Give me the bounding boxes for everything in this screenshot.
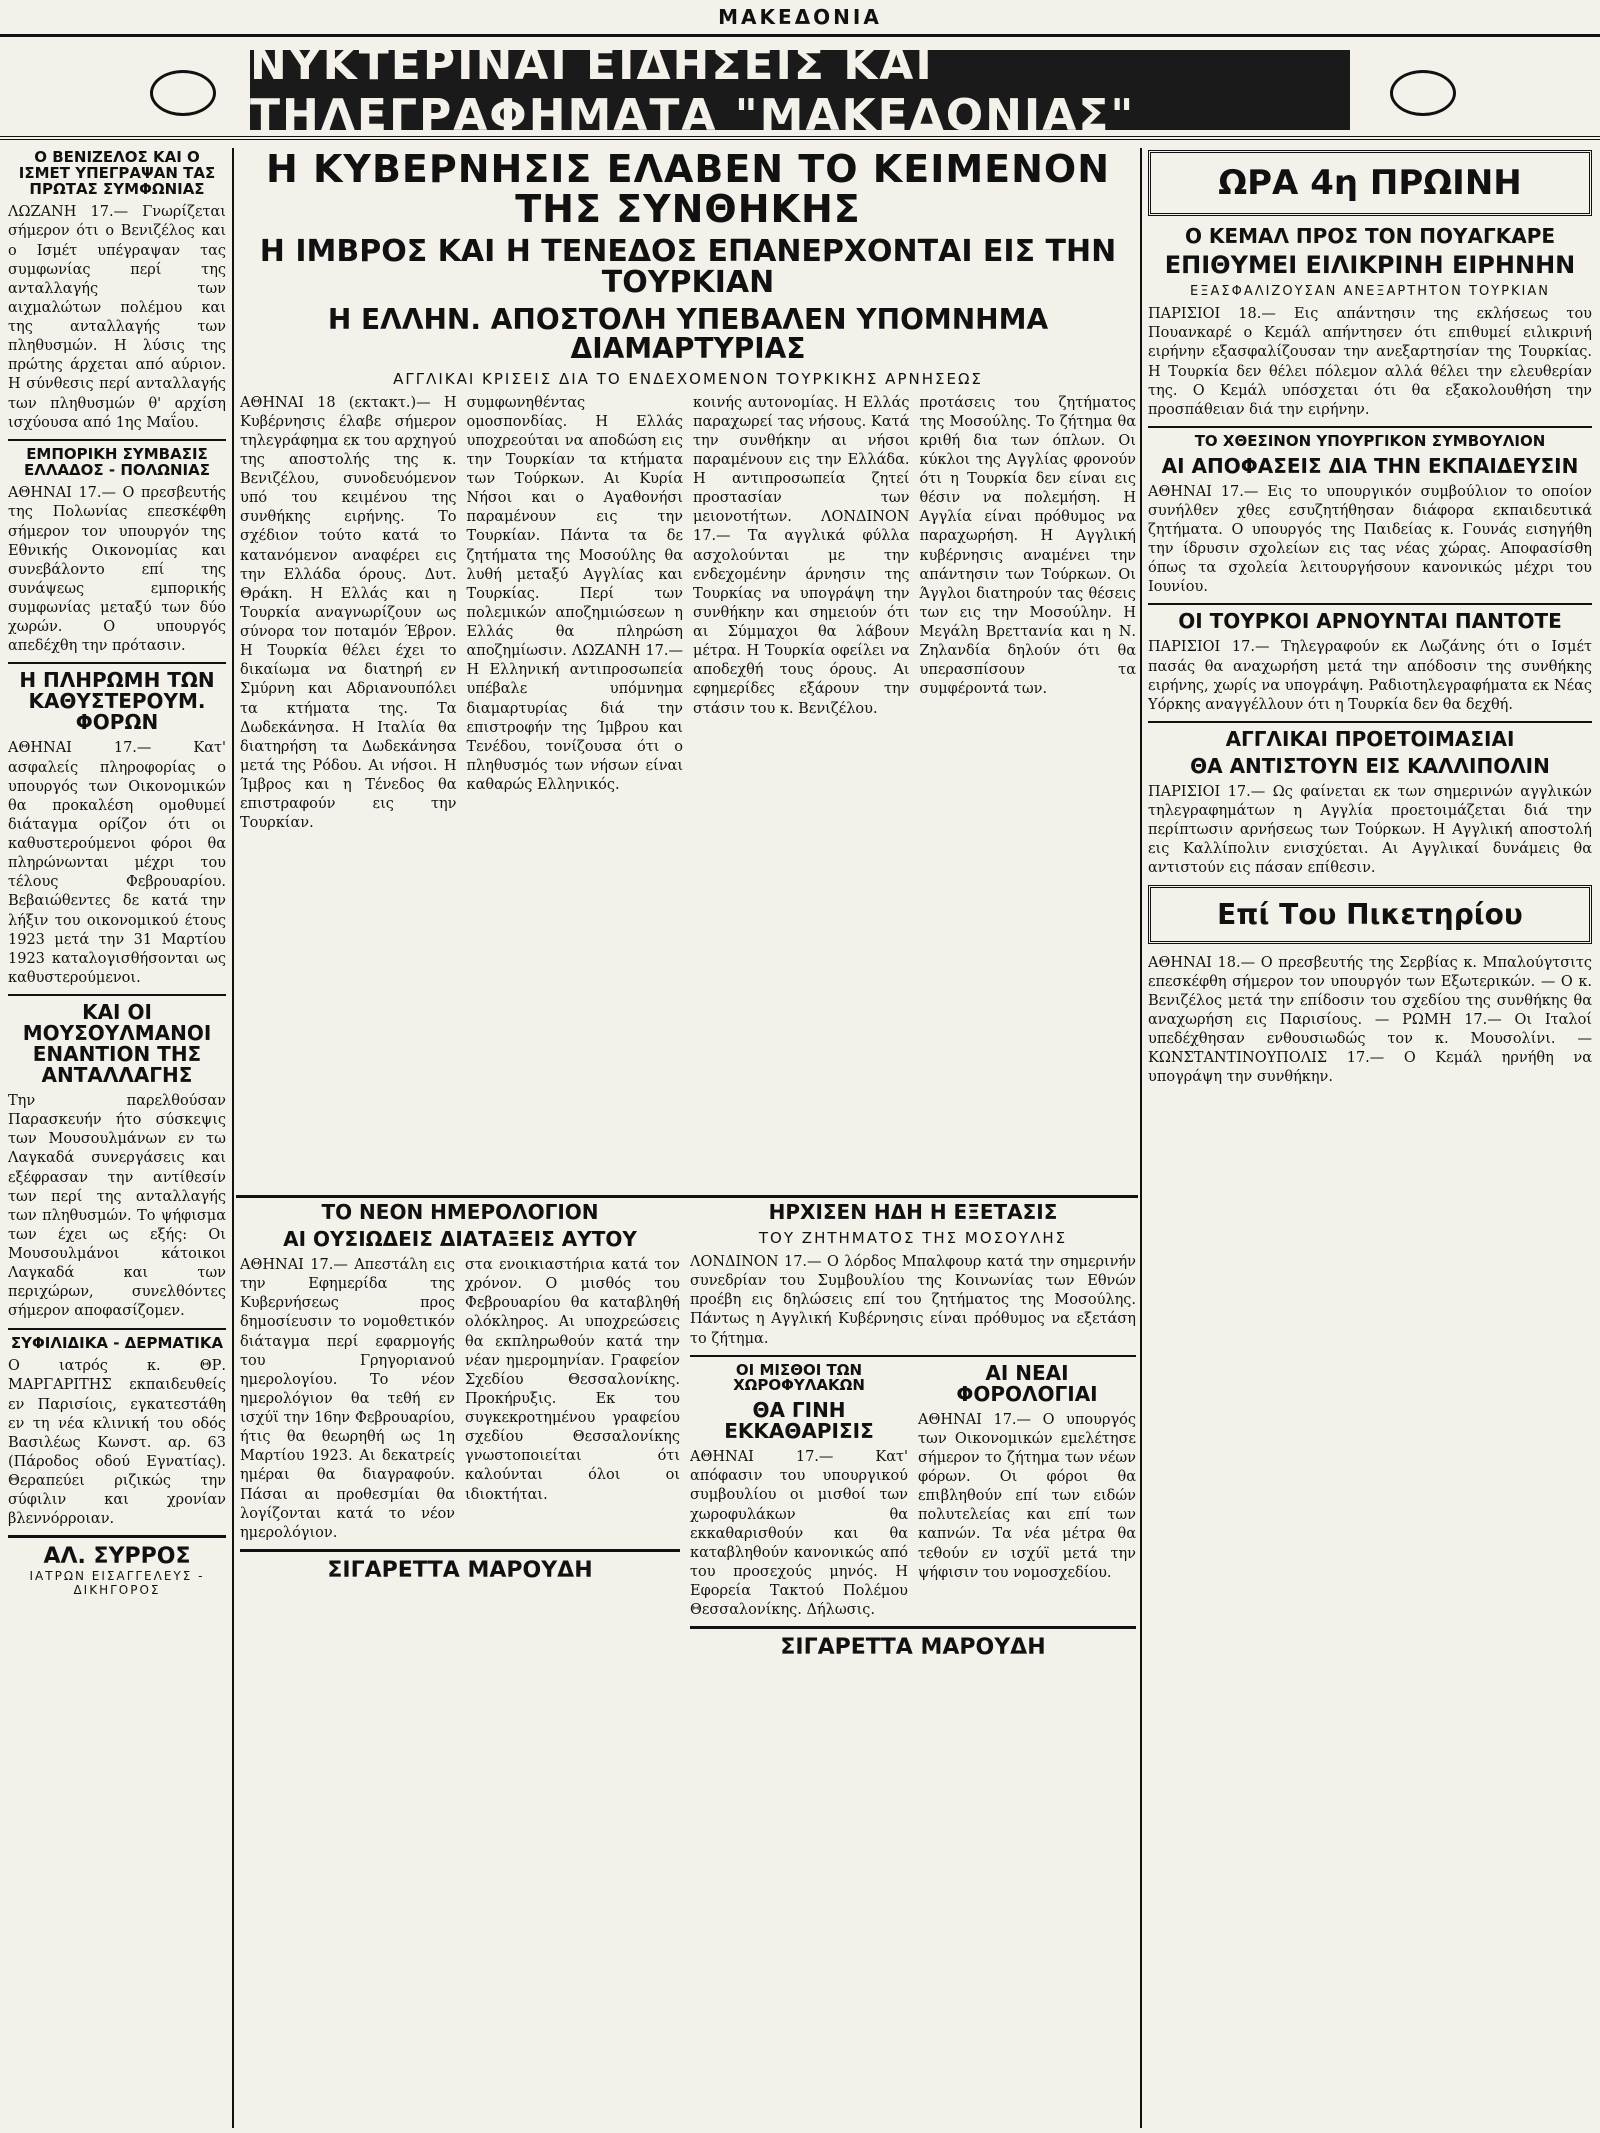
article-headline: Ο ΚΕΜΑΛ ΠΡΟΣ ΤΟΝ ΠΟΥΑΓΚΑΡΕ [1184, 224, 1556, 248]
main-story [240, 150, 1136, 1190]
article-body: ΑΘΗΝΑΙ 17.— Κατ' απόφασιν του υπουργικού συμβουλίου οι μισθοί των χωροφυλάκων θα εκκαθαρισθούν και θα καταβληθούν κανονικώς από του προσεχούς μηνός. Η Εφορεία Τακτού Πολέμου Θεσσαλονίκης. Δήλωσις. [690, 1449, 908, 1619]
article-headline: ΤΟ ΧΘΕΣΙΝΟΝ ΥΠΟΥΡΓΙΚΟΝ ΣΥΜΒΟΥΛΙΟΝ [1194, 431, 1546, 450]
divider [8, 439, 226, 441]
article-headline: ΗΡΧΙΣΕΝ ΗΔΗ Η ΕΞΕΤΑΣΙΣ [768, 1202, 1058, 1224]
column-rule [1140, 148, 1142, 2128]
main-story-columns [240, 394, 1136, 840]
article-headline: ΑΓΓΛΙΚΑΙ ΠΡΟΕΤΟΙΜΑΣΙΑΙ [1225, 726, 1515, 751]
bottom-left-story [240, 1202, 680, 2128]
article-headline-2: ΘΑ ΑΝΤΙΣΤΟΥΝ ΕΙΣ ΚΑΛΛΙΠΟΛΙΝ [1190, 753, 1550, 778]
article-body: ΛΩΖΑΝΗ 17.— Γνωρίζεται σήμερον ότι ο Βενιζέλος και ο Ισμέτ υπέγραψαν τας συμφωνίας περί της ανταλλαγής των αιχμαλώτων πολέμου και της ανταλλαγής των πληθυσμών. Η λύσις της πρώτης άρχεται από αύριον. Η σύνθεσις περί ανταλλαγής των πληθυσμών θ' αρχίση ισχύουσα από 1ης Μαΐου. [8, 204, 226, 431]
article-headline: ΟΙ ΤΟΥΡΚΟΙ ΑΡΝΟΥΝΤΑΙ ΠΑΝΤΟΤΕ [1178, 609, 1562, 634]
article-body: συμφωνηθέντας ομοσπονδίας. Η Ελλάς υποχρεούται να αποδώση εις την Τουρκίαν τα κτήματα των Τούρκων. Αι Κυρία Νήσοι και ο Αγαθονήσι παραμένουν εις την Τουρκίαν. Πάντα τα δε ζητήματα της Μοσούλης θα λυθή μεταξύ Αγγλίας και Τουρκίας. Περί των πολεμικών αποζημιώσεων η Ελλάς θα πληρώση αποζημίωσιν. ΛΩΖΑΝΗ 17.— Η Ελληνική αντιπροσωπεία υπέβαλε υπόμνημα διαμαρτυρίας διά την επιστροφήν της Ίμβρου και Τενέδου, τονίζουσα ότι ο πληθυσμός των νήσων είναι καθαρώς Ελληνικός. [466, 394, 683, 794]
article-body: ΑΘΗΝΑΙ 18.— Ο πρεσβευτής της Σερβίας κ. Μπαλούγτσιτς επεσκέφθη σήμερον τον υπουργόν των Εξωτερικών. — Ο κ. Βενιζέλος μετά την επίδοσιν του σχεδίου της συνθήκης θα αναχωρήση εις Παρισίους. — ΡΩΜΗ 17.— Οι Ιταλοί υπεδέχθησαν ενθουσιωδώς τον κ. Μουσολίνι. — ΚΩΝΣΤΑΝΤΙΝΟΥΠΟΛΙΣ 17.— Ο Κεμάλ ηρνήθη να υπογράψη την συνθήκην. [1148, 954, 1592, 1086]
banner [0, 40, 1600, 140]
main-headline-3: Η ΕΛΛΗΝ. ΑΠΟΣΤΟΛΗ ΥΠΕΒΑΛΕΝ ΥΠΟΜΝΗΜΑ ΔΙΑΜΑΡΤΥΡΙΑΣ [327, 302, 1049, 366]
bottom-right-stories [690, 1202, 1136, 2128]
article-headline-2: ΘΑ ΓΙΝΗ ΕΚΚΑΘΑΡΙΣΙΣ [724, 1398, 874, 1444]
article-body: ΠΑΡΙΣΙΟΙ 17.— Ως φαίνεται εκ των σημερινών αγγλικών τηλεγραφημάτων η Αγγλία προετοιμάζεται διά την περίπτωσιν αρνήσεως των Τούρκων. Η Αγγλική αποστολή εις Καλλίπολιν ενισχύεται. Αι Αγγλικαί δυνάμεις θα αντιστούν εις πάσαν επίθεσιν. [1148, 783, 1592, 877]
advertisement-name: ΣΙΓΑΡΕΤΤΑ ΜΑΡΟΥΔΗ [690, 1626, 1136, 1660]
article-body: Ο ιατρός κ. ΘΡ. ΜΑΡΓΑΡΙΤΗΣ εκπαιδευθείς εν Παρισίοις, εγκατεστάθη εν τη νέα κλινική του οδός Βασιλέως Κωνστ. αρ. 63 (Πάροδος οδού Εγνατίας). Θεραπεύει ριζικώς την σύφιλιν και χρονίαν βλεννόρροιαν. [8, 1358, 226, 1528]
article-body: ΑΘΗΝΑΙ 17.— Εις το υπουργικόν συμβούλιον το οποίον συνήλθεν χθες εσυζητήθησαν διάφορα εκπαιδευτικά ζητήματα. Ο υπουργός της Παιδείας κ. Γουνάς εισηγήθη την ίδρυσιν σχολείων εις τας νέας χώρας. Αποφασίσθη όπως τα σχολεία λειτουργήσουν κανονικώς μέχρι του Ιουνίου. [1148, 483, 1592, 596]
divider [8, 994, 226, 996]
advertisement-name: ΑΛ. ΣΥΡΡΟΣ [8, 1535, 226, 1569]
main-headline-2: Η ΙΜΒΡΟΣ ΚΑΙ Η ΤΕΝΕΔΟΣ ΕΠΑΝΕΡΧΟΝΤΑΙ ΕΙΣ ΤΗΝ ΤΟΥΡΚΙΑΝ [259, 233, 1117, 301]
article-body: ΛΟΝΔΙΝΟΝ 17.— Ο λόρδος Μπαλφουρ κατά την σημερινήν συνεδρίαν του Συμβουλίου της Κοινωνίας των Εθνών προέβη εις δηλώσεις επί του ζητήματος της Μοσούλης. Πάντως η Αγγλική Κυβέρνησις είναι πρόθυμος να εξετάση το ζήτημα. [690, 1254, 1136, 1347]
article-body: ΑΘΗΝΑΙ 17.— Ο υπουργός των Οικονομικών εμελέτησε σήμερον το ζήτημα των νέων φόρων. Οι φόροι θα επιβληθούν επί των ειδών πολυτελείας και επί των καπνών. Τα νέα μέτρα θα τεθούν εν ισχύϊ μετά την ψήφισιν του νομοσχεδίου. [918, 1411, 1136, 1581]
story-columns [690, 1360, 1136, 1627]
time-box: ΩΡΑ 4η ΠΡΩΙΝΗ [1148, 150, 1592, 216]
article-body: ΠΑΡΙΣΙΟΙ 18.— Εις απάντησιν της εκλήσεως του Πουανκαρέ ο Κεμάλ απήντησεν ότι επιθυμεί ειλικρινή ειρήνην εξασφαλίζουσαν την ανεξαρτησίαν της Τουρκίας. Η Τουρκία δεν θέλει πόλεμον αλλά θέλει την ελευθερίαν της. Ο Κεμάλ υπόσχεται ότι θα εξακολουθήση την προσπάθειαν διά την ειρήνην. [1148, 306, 1592, 418]
article-headline-2: ΑΙ ΟΥΣΙΩΔΕΙΣ ΔΙΑΤΑΞΕΙΣ ΑΥΤΟΥ [283, 1227, 637, 1251]
article-headline: ΟΙ ΜΙΣΘΟΙ ΤΩΝ ΧΩΡΟΦΥΛΑΚΩΝ [733, 1360, 865, 1395]
article-body: κοινής αυτονομίας. Η Ελλάς παραχωρεί τας νήσους. Κατά την συνθήκην αι νήσοι παραμένουν εις την Ελλάδα. Η αντιπροσωπεία ζητεί προστασίαν των μειονοτήτων. ΛΟΝΔΙΝΟΝ 17.— Τα αγγλικά φύλλα ασχολούνται με την ενδεχομένην άρνησιν της Τουρκίας να υπογράψη την συνθήκην και σημειούν ότι αι Σύμμαχοι θα λάβουν μέτρα. Η Τουρκία οφείλει να αποδεχθή τους όρους. Αι εφημερίδες εξάρουν την στάσιν του κ. Βενιζέλου. [693, 394, 910, 717]
article-body: ΑΘΗΝΑΙ 18 (εκτακτ.)— Η Κυβέρνησις έλαβε σήμερον τηλεγράφημα εκ του αρχηγού της αποστολής της κ. Βενιζέλου, συνοδευόμενον υπό του κειμένου της συνθήκης ειρήνης. Το σχέδιον τούτο κατά το κατανόμενον αναφέρει εις την Ελλάδα όρους. Δυτ. Θράκη. Η Ελλάς και η Τουρκία αναγνωρίζουν ως σύνορα τον ποταμόν Έβρον. Η Τουρκία θέλει έχει το δικαίωμα να διατηρή εν Σμύρνη και Αδριανουπόλει τα κτήματα της. Τα Δωδεκάνησα. Η Ιταλία θα διατηρήση τα Δωδεκάνησα μετά της Ρόδου. Αι νήσοι. Η Ίμβρος και η Τένεδος θα επιστραφούν εις την Τουρκίαν. [240, 394, 457, 832]
article-headline: ΤΟ ΝΕΟΝ ΗΜΕΡΟΛΟΓΙΟΝ [321, 1202, 599, 1224]
article-headline: ΚΑΙ ΟΙ ΜΟΥΣΟΥΛΜΑΝΟΙ ΕΝΑΝΤΙΟΝ ΤΗΣ ΑΝΤΑΛΛΑΓΗΣ [22, 1000, 212, 1087]
story-block [918, 1360, 1136, 1627]
top-strip [0, 0, 1600, 37]
article-body: ΑΘΗΝΑΙ 17.— Ο πρεσβευτής της Πολωνίας επεσκέφθη σήμερον τον υπουργόν της Εθνικής Οικονομίας και συνεβάλοντο επί της συνάψεως εμπορικής συμφωνίας μεταξύ των δύο χωρών. Ο υπουργός απεδέχθη την πρότασιν. [8, 485, 226, 655]
left-column [8, 150, 226, 2128]
article-body: ΑΘΗΝΑΙ 17.— Κατ' ασφαλείς πληροφορίας ο υπουργός των Οικονομικών θα προκαλέση ομοθυμεί διάταγμα ορίζον ότι οι καθυστερούμενοι φόροι θα πληρώνωνται μέχρι του τέλους Φεβρουαρίου. Βεβαιώθεντες δε κατά την λήξιν του οικονομικού έτους 1923 μετά την 31 Μαρτίου 1923 καταλογισθήσονται ως καθυστερούμενοι. [8, 740, 226, 986]
article-headline: Η ΠΛΗΡΩΜΗ ΤΩΝ ΚΑΘΥΣΤΕΡΟΥΜ. ΦΟΡΩΝ [19, 668, 215, 735]
article-headline-2: ΑΙ ΑΠΟΦΑΣΕΙΣ ΔΙΑ ΤΗΝ ΕΚΠΑΙΔΕΥΣΙΝ [1161, 453, 1579, 478]
article-body: προτάσεις του ζητήματος της Μοσούλης. Το ζήτημα θα κριθή δια των όπλων. Οι κύκλοι της Αγγλίας φρονούν ότι η Τουρκία δεν είναι εις θέσιν να πολεμήση. Η Αγγλία είναι πρόθυμος να παραχωρήση. Η Αγγλική κυβέρνησις αναμένει την απάντησιν των Τούρκων. Οι Άγγλοι διατηρούν τας θέσεις των εις την Μοσούλην. Η Μεγάλη Βρεττανία και η Ν. Ζηλανδία δηλούν ότι θα υπερασπίσουν τα συμφέροντά των. [919, 394, 1136, 698]
right-column [1148, 150, 1592, 2128]
advertisement-subtitle: ΙΑΤΡΩΝ ΕΙΣΑΓΓΕΛΕΥΣ - ΔΙΚΗΓΟΡΟΣ [29, 1569, 205, 1598]
divider [690, 1355, 1136, 1357]
story-block [690, 1360, 908, 1627]
paper-name: ΜΑΚΕΔΟΝΙΑ [718, 5, 882, 29]
article-body: ΠΑΡΙΣΙΟΙ 17.— Τηλεγραφούν εκ Λωζάνης ότι ο Ισμέτ πασάς θα αναχωρήση μετά την απόδοσιν της συνθήκης ειρήνης, χωρίς να υπογράψη. Ραδιοτηλεγραφήματα εκ Νέας Υόρκης αναγγέλλουν ότι η Τουρκία δεν θα δεχθή. [1148, 639, 1592, 713]
section-rule [236, 1195, 1138, 1198]
banner-title: ΝΥΚΤΕΡΙΝΑΙ ΕΙΔΗΣΕΙΣ ΚΑΙ ΤΗΛΕΓΡΑΦΗΜΑΤΑ "ΜΑΚΕΔΟΝΙΑΣ" [250, 50, 1350, 130]
article-body: Την παρελθούσαν Παρασκευήν ήτο σύσκεψις των Μουσουλμάνων εν τω Λαγκαδά συνεργάσεις και εξέφρασαν την αντίθεσίν των περί της ανταλλαγής των πληθυσμών. Το ψήφισμα των έχει ως εξής: Οι Μουσουλμάνοι κάτοικοι Λαγκαδά και των περιχώρων, συνελθόντες σήμερον αποφασίζομεν. [8, 1093, 226, 1320]
article-body: ΑΘΗΝΑΙ 17.— Απεστάλη εις την Εφημερίδα της Κυβερνήσεως προς δημοσίευσιν το νομοθετικόν διάταγμα περί εφαρμογής του Γρηγοριανού ημερολογίου. Το νέον ημερολόγιον θα τεθή εν ισχύϊ την 16ην Φεβρουαρίου, ήτις θα θεωρηθή ως 1η Μαρτίου 1923. Αι δεκατρείς ημέραι θα διαγραφούν. Πάσαι αι προθεσμίαι θα λογίζονται κατά το νέον ημερολόγιον. [240, 1257, 455, 1541]
article-headline-2: ΕΠΙΘΥΜΕΙ ΕΙΛΙΚΡΙΝΗ ΕΙΡΗΝΗΝ [1164, 251, 1576, 279]
divider [1148, 721, 1592, 723]
divider [1148, 603, 1592, 605]
article-body: στα ενοικιαστήρια κατά τον χρόνον. Ο μισθός του Φεβρουαρίου θα καταβληθή ολόκληρος. Αι υποχρεώσεις θα εκπληρωθούν κατά την νέαν ημερομηνίαν. Γραφείον Σχεδίου Θεσσαλονίκης. Προκήρυξις. Εκ του συγκεκροτημένου γραφείου σχεδίου Θεσσαλονίκης γνωστοποιείται ότι καλούνται όλοι οι ιδιοκτήται. [465, 1257, 680, 1503]
divider [8, 1328, 226, 1330]
article-subheadline: ΕΞΑΣΦΑΛΙΖΟΥΣΑΝ ΑΝΕΞΑΡΤΗΤΟΝ ΤΟΥΡΚΙΑΝ [1190, 284, 1550, 300]
column-box-title: Επί Του Πικετηρίου [1148, 885, 1592, 944]
ornament-right [1390, 70, 1456, 116]
article-subheadline: ΤΟΥ ΖΗΤΗΜΑΤΟΣ ΤΗΣ ΜΟΣΟΥΛΗΣ [758, 1229, 1068, 1247]
divider [1148, 426, 1592, 428]
column-rule [232, 148, 234, 2128]
article-headline: ΕΜΠΟΡΙΚΗ ΣΥΜΒΑΣΙΣ ΕΛΛΑΔΟΣ - ΠΟΛΩΝΙΑΣ [23, 444, 210, 479]
main-subheadline: ΑΓΓΛΙΚΑΙ ΚΡΙΣΕΙΣ ΔΙΑ ΤΟ ΕΝΔΕΧΟΜΕΝΟΝ ΤΟΥΡΚΙΚΗΣ ΑΡΝΗΣΕΩΣ [393, 369, 983, 388]
article-headline: ΣΥΦΙΛΙΔΙΚΑ - ΔΕΡΜΑΤΙΚΑ [10, 1333, 224, 1352]
article-headline: ΑΙ ΝΕΑΙ ΦΟΡΟΛΟΓΙΑΙ [956, 1360, 1098, 1406]
main-headline: Η ΚΥΒΕΡΝΗΣΙΣ ΕΛΑΒΕΝ ΤΟ ΚΕΙΜΕΝΟΝ ΤΗΣ ΣΥΝΘΗΚΗΣ [265, 150, 1111, 231]
story-columns [240, 1256, 680, 1549]
article-headline: Ο ΒΕΝΙΖΕΛΟΣ ΚΑΙ Ο ΙΣΜΕΤ ΥΠΕΓΡΑΨΑΝ ΤΑΣ ΠΡΩΤΑΣ ΣΥΜΦΩΝΙΑΣ [18, 150, 216, 198]
ornament-left [150, 70, 216, 116]
divider [8, 662, 226, 664]
advertisement-name: ΣΙΓΑΡΕΤΤΑ ΜΑΡΟΥΔΗ [240, 1549, 680, 1583]
